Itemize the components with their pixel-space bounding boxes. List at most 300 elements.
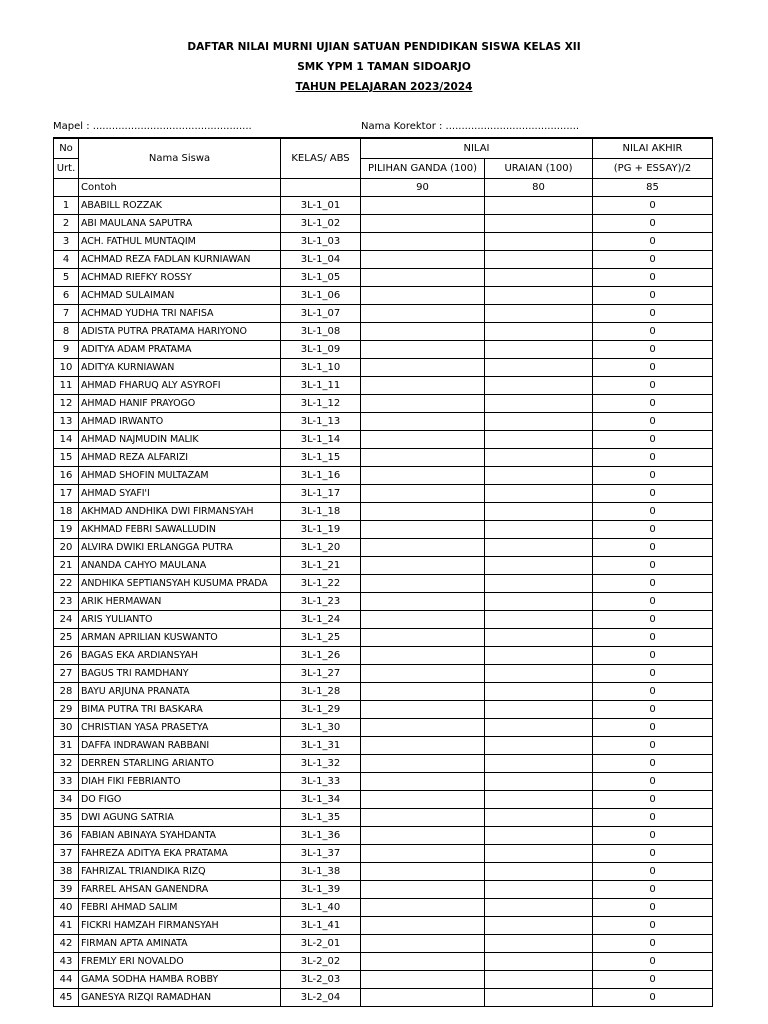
student-name: FARREL AHSAN GANENDRA [79,881,281,899]
final-score: 0 [593,809,713,827]
example-akhir: 85 [593,179,713,197]
uraian-score-cell [485,413,593,431]
uraian-score-cell [485,755,593,773]
row-kelas: 3L-2_04 [281,989,361,1007]
row-no: 32 [54,755,79,773]
table-row [54,503,713,521]
student-name: AHMAD REZA ALFARIZI [79,449,281,467]
pg-score-cell [361,773,485,791]
pg-score-cell [361,485,485,503]
uraian-score-cell [485,593,593,611]
row-kelas: 3L-1_35 [281,809,361,827]
final-score: 0 [593,521,713,539]
pg-score-cell [361,647,485,665]
student-name: AHMAD HANIF PRAYOGO [79,395,281,413]
row-no: 31 [54,737,79,755]
row-no: 14 [54,431,79,449]
final-score: 0 [593,413,713,431]
student-name: CHRISTIAN YASA PRASETYA [79,719,281,737]
pg-score-cell [361,881,485,899]
row-kelas: 3L-1_10 [281,359,361,377]
student-name: ACHMAD REZA FADLAN KURNIAWAN [79,251,281,269]
row-kelas: 3L-1_17 [281,485,361,503]
row-kelas: 3L-1_22 [281,575,361,593]
row-no: 19 [54,521,79,539]
pg-score-cell [361,431,485,449]
row-kelas: 3L-1_39 [281,881,361,899]
student-name: ARIS YULIANTO [79,611,281,629]
pg-score-cell [361,935,485,953]
pg-score-cell [361,665,485,683]
row-no: 21 [54,557,79,575]
student-name: BAYU ARJUNA PRANATA [79,683,281,701]
pg-score-cell [361,449,485,467]
table-row [54,485,713,503]
student-name: ADITYA ADAM PRATAMA [79,341,281,359]
uraian-score-cell [485,287,593,305]
pg-score-cell [361,395,485,413]
table-row [54,557,713,575]
final-score: 0 [593,935,713,953]
final-score: 0 [593,539,713,557]
row-kelas: 3L-1_15 [281,449,361,467]
student-name: DERREN STARLING ARIANTO [79,755,281,773]
uraian-score-cell [485,647,593,665]
final-score: 0 [593,611,713,629]
final-score: 0 [593,467,713,485]
row-no: 26 [54,647,79,665]
row-kelas: 3L-1_25 [281,629,361,647]
student-name: ACHMAD YUDHA TRI NAFISA [79,305,281,323]
row-kelas: 3L-1_41 [281,917,361,935]
row-kelas: 3L-1_06 [281,287,361,305]
table-row [54,971,713,989]
row-no: 28 [54,683,79,701]
final-score: 0 [593,683,713,701]
final-score: 0 [593,845,713,863]
pg-score-cell [361,719,485,737]
final-score: 0 [593,557,713,575]
row-kelas: 3L-1_40 [281,899,361,917]
uraian-score-cell [485,557,593,575]
row-kelas: 3L-2_01 [281,935,361,953]
table-row [54,899,713,917]
student-name: ABI MAULANA SAPUTRA [79,215,281,233]
uraian-score-cell [485,719,593,737]
table-row [54,917,713,935]
table-row [54,935,713,953]
pg-score-cell [361,791,485,809]
uraian-score-cell [485,773,593,791]
row-no: 17 [54,485,79,503]
row-no: 34 [54,791,79,809]
row-no: 27 [54,665,79,683]
student-name: AHMAD IRWANTO [79,413,281,431]
row-kelas: 3L-1_18 [281,503,361,521]
final-score: 0 [593,287,713,305]
row-no: 4 [54,251,79,269]
pg-score-cell [361,215,485,233]
row-no: 12 [54,395,79,413]
uraian-score-cell [485,737,593,755]
student-name: DAFFA INDRAWAN RABBANI [79,737,281,755]
pg-score-cell [361,305,485,323]
row-no: 42 [54,935,79,953]
table-row [54,881,713,899]
final-score: 0 [593,251,713,269]
uraian-score-cell [485,215,593,233]
table-row [54,665,713,683]
final-score: 0 [593,719,713,737]
row-kelas: 3L-1_04 [281,251,361,269]
row-kelas: 3L-1_24 [281,611,361,629]
row-kelas: 3L-1_21 [281,557,361,575]
uraian-score-cell [485,395,593,413]
header-nilai-akhir: NILAI AKHIR [593,138,713,159]
uraian-score-cell [485,953,593,971]
row-kelas: 3L-1_16 [281,467,361,485]
pg-score-cell [361,737,485,755]
row-kelas: 3L-1_36 [281,827,361,845]
pg-score-cell [361,917,485,935]
student-name: ABABILL ROZZAK [79,197,281,215]
table-row [54,323,713,341]
uraian-score-cell [485,791,593,809]
row-no: 33 [54,773,79,791]
final-score: 0 [593,881,713,899]
table-row [54,521,713,539]
uraian-score-cell [485,935,593,953]
academic-year: TAHUN PELAJARAN 2023/2024 [295,81,473,93]
final-score: 0 [593,431,713,449]
final-score: 0 [593,215,713,233]
header-pilihan-ganda: PILIHAN GANDA (100) [361,159,485,179]
final-score: 0 [593,953,713,971]
row-no: 44 [54,971,79,989]
student-name: ACHMAD RIEFKY ROSSY [79,269,281,287]
row-no: 22 [54,575,79,593]
row-kelas: 3L-1_09 [281,341,361,359]
row-kelas: 3L-1_02 [281,215,361,233]
pg-score-cell [361,467,485,485]
pg-score-cell [361,899,485,917]
final-score: 0 [593,773,713,791]
row-kelas: 3L-1_34 [281,791,361,809]
row-kelas: 3L-1_03 [281,233,361,251]
uraian-score-cell [485,485,593,503]
student-name: ANDHIKA SEPTIANSYAH KUSUMA PRADA [79,575,281,593]
uraian-score-cell [485,629,593,647]
uraian-score-cell [485,971,593,989]
final-score: 0 [593,323,713,341]
table-row [54,629,713,647]
uraian-score-cell [485,683,593,701]
uraian-score-cell [485,827,593,845]
row-no: 11 [54,377,79,395]
final-score: 0 [593,593,713,611]
pg-score-cell [361,557,485,575]
pg-score-cell [361,755,485,773]
row-kelas: 3L-1_28 [281,683,361,701]
table-row [54,773,713,791]
pg-score-cell [361,953,485,971]
uraian-score-cell [485,377,593,395]
row-kelas: 3L-1_11 [281,377,361,395]
pg-score-cell [361,863,485,881]
row-kelas: 3L-1_13 [281,413,361,431]
student-name: GANESYA RIZQI RAMADHAN [79,989,281,1007]
student-name: FIRMAN APTA AMINATA [79,935,281,953]
table-row [54,827,713,845]
student-name: DWI AGUNG SATRIA [79,809,281,827]
row-kelas: 3L-2_02 [281,953,361,971]
student-name: ANANDA CAHYO MAULANA [79,557,281,575]
uraian-score-cell [485,881,593,899]
final-score: 0 [593,665,713,683]
uraian-score-cell [485,359,593,377]
pg-score-cell [361,683,485,701]
table-row [54,701,713,719]
final-score: 0 [593,359,713,377]
table-row [54,647,713,665]
table-row [54,431,713,449]
row-kelas: 3L-1_37 [281,845,361,863]
student-name: FICKRI HAMZAH FIRMANSYAH [79,917,281,935]
table-row [54,341,713,359]
row-no: 9 [54,341,79,359]
uraian-score-cell [485,503,593,521]
student-name: FAHRIZAL TRIANDIKA RIZQ [79,863,281,881]
row-kelas: 3L-1_26 [281,647,361,665]
row-kelas: 3L-1_01 [281,197,361,215]
table-row [54,845,713,863]
uraian-score-cell [485,575,593,593]
pg-score-cell [361,539,485,557]
student-name: AHMAD SYAFI'I [79,485,281,503]
uraian-score-cell [485,197,593,215]
pg-score-cell [361,377,485,395]
table-row [54,305,713,323]
table-row [54,467,713,485]
row-no: 20 [54,539,79,557]
pg-score-cell [361,251,485,269]
table-row [54,287,713,305]
row-kelas: 3L-1_05 [281,269,361,287]
uraian-score-cell [485,665,593,683]
row-no: 23 [54,593,79,611]
row-no: 18 [54,503,79,521]
row-no: 5 [54,269,79,287]
pg-score-cell [361,233,485,251]
row-no: 13 [54,413,79,431]
row-kelas: 3L-1_31 [281,737,361,755]
student-name: FREMLY ERI NOVALDO [79,953,281,971]
table-row [54,953,713,971]
table-row [54,683,713,701]
student-name: AHMAD NAJMUDIN MALIK [79,431,281,449]
row-kelas: 3L-1_33 [281,773,361,791]
table-row [54,809,713,827]
row-kelas: 3L-1_32 [281,755,361,773]
header-uraian: URAIAN (100) [485,159,593,179]
uraian-score-cell [485,539,593,557]
header-no: No [54,138,79,159]
row-no: 6 [54,287,79,305]
student-name: GAMA SODHA HAMBA ROBBY [79,971,281,989]
final-score: 0 [593,791,713,809]
uraian-score-cell [485,233,593,251]
student-name: ARMAN APRILIAN KUSWANTO [79,629,281,647]
pg-score-cell [361,971,485,989]
row-kelas: 3L-2_03 [281,971,361,989]
final-score: 0 [593,755,713,773]
table-row [54,359,713,377]
final-score: 0 [593,197,713,215]
student-name: ADISTA PUTRA PRATAMA HARIYONO [79,323,281,341]
row-no: 2 [54,215,79,233]
final-score: 0 [593,305,713,323]
row-no: 3 [54,233,79,251]
final-score: 0 [593,827,713,845]
korektor-field: Nama Korektor : .......................................... [361,121,580,132]
row-no: 36 [54,827,79,845]
pg-score-cell [361,845,485,863]
final-score: 0 [593,377,713,395]
student-name: FEBRI AHMAD SALIM [79,899,281,917]
uraian-score-cell [485,917,593,935]
pg-score-cell [361,323,485,341]
pg-score-cell [361,593,485,611]
student-name: BAGUS TRI RAMDHANY [79,665,281,683]
table-row [54,269,713,287]
student-name: FAHREZA ADITYA EKA PRATAMA [79,845,281,863]
student-name: DO FIGO [79,791,281,809]
final-score: 0 [593,899,713,917]
uraian-score-cell [485,845,593,863]
student-name: AKHMAD ANDHIKA DWI FIRMANSYAH [79,503,281,521]
table-row [54,719,713,737]
student-name: DIAH FIKI FEBRIANTO [79,773,281,791]
final-score: 0 [593,917,713,935]
student-name: ARIK HERMAWAN [79,593,281,611]
pg-score-cell [361,197,485,215]
document-title: DAFTAR NILAI MURNI UJIAN SATUAN PENDIDIKAN SISWA KELAS XII [187,41,581,53]
pg-score-cell [361,629,485,647]
student-name: BAGAS EKA ARDIANSYAH [79,647,281,665]
pg-score-cell [361,341,485,359]
table-row [54,737,713,755]
table-row [54,251,713,269]
final-score: 0 [593,233,713,251]
header-kelas: KELAS/ ABS [281,138,361,179]
pg-score-cell [361,269,485,287]
uraian-score-cell [485,899,593,917]
student-name: FABIAN ABINAYA SYAHDANTA [79,827,281,845]
table-row [54,395,713,413]
row-kelas: 3L-1_14 [281,431,361,449]
row-no: 43 [54,953,79,971]
pg-score-cell [361,827,485,845]
final-score: 0 [593,989,713,1007]
mapel-field: Mapel : .................................................. [53,121,252,132]
final-score: 0 [593,737,713,755]
student-name: AHMAD SHOFIN MULTAZAM [79,467,281,485]
row-no: 45 [54,989,79,1007]
pg-score-cell [361,989,485,1007]
row-no: 38 [54,863,79,881]
table-row [54,233,713,251]
example-uraian: 80 [485,179,593,197]
pg-score-cell [361,701,485,719]
pg-score-cell [361,359,485,377]
uraian-score-cell [485,521,593,539]
final-score: 0 [593,629,713,647]
uraian-score-cell [485,989,593,1007]
student-name: ADITYA KURNIAWAN [79,359,281,377]
pg-score-cell [361,575,485,593]
table-row [54,791,713,809]
uraian-score-cell [485,809,593,827]
uraian-score-cell [485,305,593,323]
final-score: 0 [593,575,713,593]
row-no: 29 [54,701,79,719]
student-name: ACH. FATHUL MUNTAQIM [79,233,281,251]
final-score: 0 [593,647,713,665]
final-score: 0 [593,485,713,503]
row-no: 41 [54,917,79,935]
student-name: ACHMAD SULAIMAN [79,287,281,305]
row-kelas: 3L-1_27 [281,665,361,683]
uraian-score-cell [485,251,593,269]
row-no: 8 [54,323,79,341]
pg-score-cell [361,809,485,827]
row-no: 16 [54,467,79,485]
table-row [54,197,713,215]
final-score: 0 [593,863,713,881]
pg-score-cell [361,521,485,539]
example-label: Contoh [79,179,281,197]
grades-body [54,179,713,1007]
pg-score-cell [361,287,485,305]
final-score: 0 [593,449,713,467]
table-row [54,611,713,629]
table-row [54,593,713,611]
row-kelas: 3L-1_29 [281,701,361,719]
pg-score-cell [361,413,485,431]
pg-score-cell [361,503,485,521]
uraian-score-cell [485,701,593,719]
header-name: Nama Siswa [79,138,281,179]
student-name: AHMAD FHARUQ ALY ASYROFI [79,377,281,395]
table-row [54,539,713,557]
student-name: AKHMAD FEBRI SAWALLUDIN [79,521,281,539]
table-row [54,377,713,395]
uraian-score-cell [485,467,593,485]
school-name: SMK YPM 1 TAMAN SIDOARJO [297,61,471,73]
final-score: 0 [593,701,713,719]
row-kelas: 3L-1_07 [281,305,361,323]
example-pg: 90 [361,179,485,197]
table-row [54,215,713,233]
row-kelas: 3L-1_30 [281,719,361,737]
table-row [54,863,713,881]
final-score: 0 [593,269,713,287]
row-kelas: 3L-1_08 [281,323,361,341]
final-score: 0 [593,503,713,521]
uraian-score-cell [485,611,593,629]
row-kelas: 3L-1_12 [281,395,361,413]
row-kelas: 3L-1_23 [281,593,361,611]
